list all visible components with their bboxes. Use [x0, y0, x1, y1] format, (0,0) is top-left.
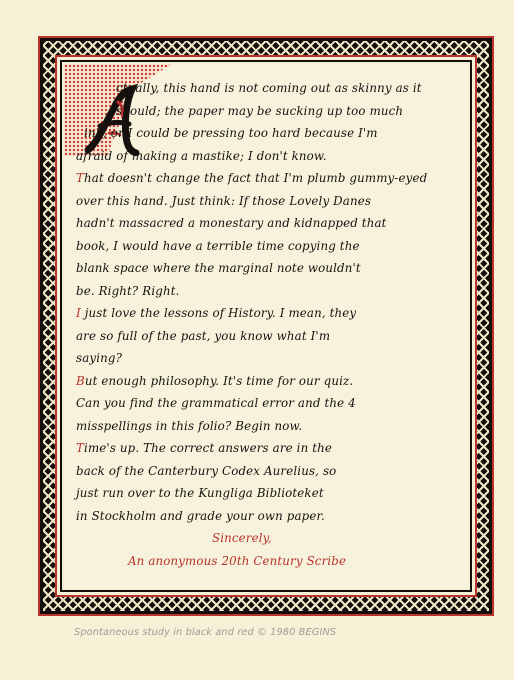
signature-scribe: Scribe	[306, 553, 347, 568]
paragraph-4-initial: B	[76, 373, 85, 388]
paragraph-3-line-3: saying?	[76, 351, 123, 365]
paragraph-2-line-2: over this hand. Just think: If those Lovely Danes	[76, 193, 372, 208]
pencil-caption: Spontaneous study in black and red © 1980 BEGINS	[74, 627, 337, 638]
paragraph-2-line-1: That doesn't change the fact that I'm plumb gummy-eyed	[76, 171, 428, 185]
paragraph-5-line-2: back of the Canterbury Codex Aurelius, so	[76, 463, 337, 478]
paragraph-4-line-2: Can you find the grammatical error and the 4	[76, 396, 356, 410]
paragraph-5-initial: T	[76, 441, 85, 455]
paragraph-5-line-1: Time's up. The correct answers are in the	[76, 441, 332, 455]
paragraph-4-line-1: But enough philosophy. It's time for our quiz.	[76, 373, 354, 388]
signature-line	[76, 550, 468, 573]
paragraph-2-initial: T	[76, 171, 85, 185]
manuscript-line-1: ctually, this hand is not coming out as skinny as it	[116, 81, 422, 95]
signature-prefix: An anonymous 20th	[128, 553, 254, 568]
manuscript-text	[76, 77, 468, 572]
manuscript-line-4: afraid of making a mastike; I don't know.	[76, 148, 327, 163]
paragraph-2-line-4: book, I would have a terrible time copying the	[76, 238, 360, 253]
paragraph-4-line-3: misspellings in this folio? Begin now.	[76, 418, 303, 433]
manuscript-line-3: ink, or I could be pressing too hard because I'm	[84, 126, 378, 140]
paragraph-5-line-3: just run over to the Kungliga Biblioteket	[76, 486, 324, 500]
paragraph-2-line-3: hadn't massacred a monestary and kidnapped that	[76, 216, 387, 230]
paragraph-5-line-4: in Stockholm and grade your own paper.	[76, 508, 325, 523]
paragraph-2-line-5: blank space where the marginal note wouldn't	[76, 261, 361, 275]
paragraph-3-line-1: I just love the lessons of History. I mean, they	[76, 306, 357, 320]
paragraph-3-initial: I	[76, 306, 81, 320]
paragraph-3-line-2: are so full of the past, you know what I'm	[76, 328, 331, 343]
manuscript-line-2: should; the paper may be sucking up too much	[116, 103, 404, 118]
closing-sincerely: Sincerely,	[212, 531, 272, 545]
paragraph-2-line-6: be. Right? Right.	[76, 283, 180, 298]
signature-century: Century	[253, 553, 303, 568]
